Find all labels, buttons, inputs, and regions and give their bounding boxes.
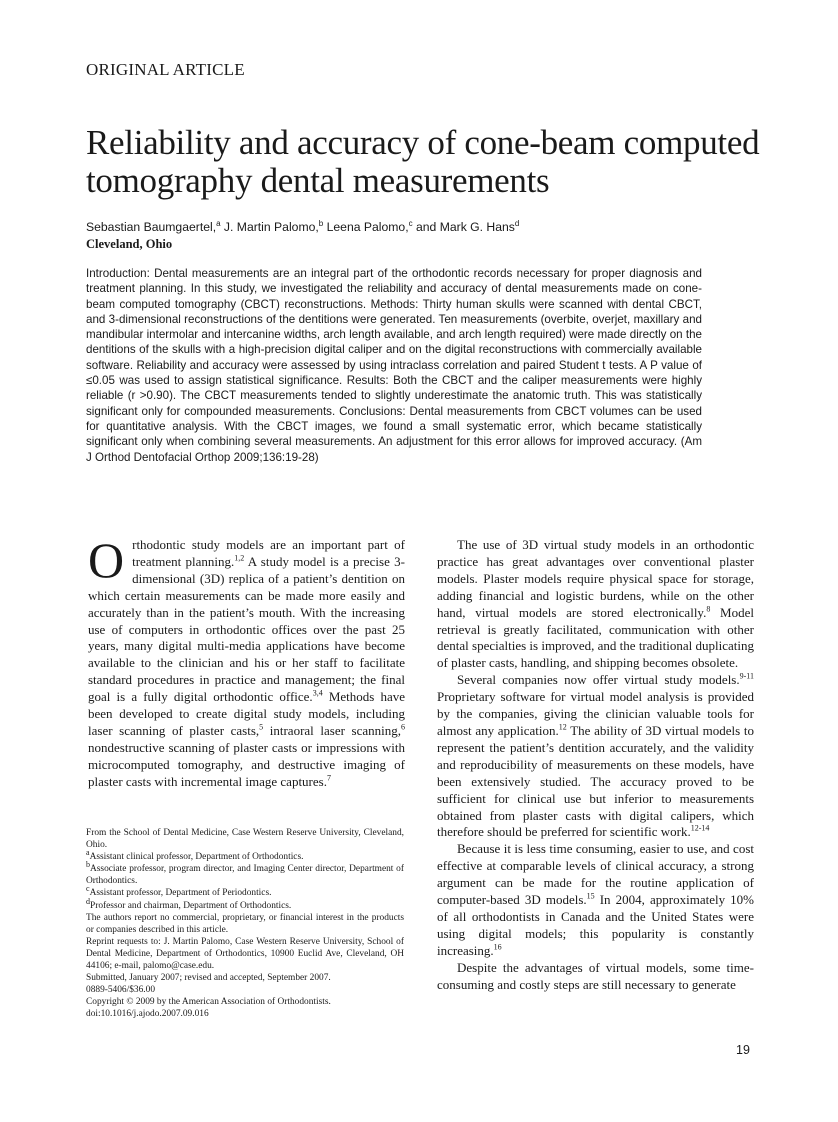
citation: 9-11 [739,671,754,681]
text-run: The use of 3D virtual study models in an orthodontic practice has great advantages over conventional plaster models. Plaster models require physical space for storage, adding financial and logistic burdens, while on the other hand, virtual models are stored electronically. [437,537,754,620]
footnote-a [86,848,404,863]
author: Sebastian Baumgaertel, [86,220,217,234]
text-run: Several companies now offer virtual study models. [457,672,740,688]
paragraph [437,672,754,841]
abstract: Introduction: Dental measurements are an integral part of the orthodontic records necessary for proper diagnosis and treatment planning. In this study, we investigated the reliability and accuracy of dental measurements made on cone-beam computed tomography (CBCT) reconstructions. Methods: Thirty human skulls were scanned with dental CBCT, and 3-dimensional reconstructions of the dentitions were generated. Ten measurements (overbite, overjet, maxillary and mandibular intermolar and intercanine widths, arch length available, and arch length required) were made directly on the dentitions of the skulls with a high-precision digital caliper and on the digital reconstructions with commercially available software. Reliability and accuracy were assessed by using intraclass correlation and paired Student t tests. A P value of ≤0.05 was used to assign statistical significance. Results: Both the CBCT and the caliper measurements were highly reliable (r >0.90). The CBCT measurements tended to slightly underestimate the anatomic truth. This was statistically significant only for compounded measurements. Conclusions: Dental measurements from CBCT volumes can be used for quantitative analysis. With the CBCT images, we found a small systematic error, which became statistically significant only when combining several measurements. An adjustment for this error allows for improved accuracy. (Am J Orthod Dentofacial Orthop 2009;136:19-28) [86,267,702,464]
footnote-c [86,884,404,899]
left-column [88,532,406,791]
drop-cap: O [88,532,125,588]
paragraph [437,537,754,672]
text-run: Proprietary software for virtual model analysis is provided by the companies, giving the clinician valuable tools for almost any application. [437,689,754,738]
citation: 3,4 [312,688,323,698]
author-affiliation-mark: d [514,218,520,228]
paragraph [437,841,754,959]
footnote-mark: c [86,884,90,894]
author-list [86,220,519,234]
citation: 16 [493,942,502,952]
author-affiliation-mark: c [408,218,413,228]
author-affiliation-mark: b [318,218,324,228]
citation: 5 [259,722,264,732]
author: and Mark G. Hans [412,220,515,234]
text-run: The ability of 3D virtual models to represent the patient’s dentition accurately, and the validity and reproducibility of measurements on these models, have been extensively studied. The accuracy proved to be sufficient for clinical use but inferior to measurements obtained from plaster casts with digital calipers, which therefore should be preferred for scientific work. [437,722,754,840]
text-run: nondestructive scanning of plaster casts or impressions with microcomputed tomography, and destructive imaging of plaster casts with incremental image captures. [88,739,405,789]
author-affiliation-mark: a [216,218,221,228]
paragraph [88,532,406,791]
footnote-text: Assistant clinical professor, Department of Orthodontics. [89,852,304,863]
article-title: Reliability and accuracy of cone-beam computed tomography dental measurements [86,123,760,200]
section-label: ORIGINAL ARTICLE [86,60,245,79]
footnote-text: Associate professor, program director, and Imaging Center director, Department of Orthodontics. [86,864,404,887]
footnote-institution: From the School of Dental Medicine, Case Western Reserve University, Cleveland, Ohio. [86,828,404,851]
text-run: Model retrieval is greatly facilitated, communication with other dental specialties is improved, and the traditional duplicating of plaster casts, handling, and shipping becomes obsolete. [437,604,754,671]
citation: 1,2 [234,553,245,563]
footnote-mark: a [86,848,90,858]
citation: 12-14 [690,824,710,834]
footnote-d [86,896,404,912]
citation: 15 [586,891,595,901]
footnote-interest: The authors report no commercial, proprietary, or financial interest in the products or companies described in this article. [86,912,404,935]
citation: 12 [558,722,567,732]
text-run: rthodontic study models are an important part of treatment planning. [132,537,405,569]
author: J. Martin Palomo, [220,220,319,234]
footnote-text: Professor and chairman, Department of Orthodontics. [90,900,292,911]
citation: 6 [401,722,405,732]
author: Leena Palomo, [323,220,409,234]
footnotes [86,827,404,1021]
paragraph [437,960,754,994]
footnote-b [86,860,404,887]
author-location: Cleveland, Ohio [86,237,173,251]
footnote-issn: 0889-5406/$36.00 [86,985,156,996]
page-number: 19 [736,1043,750,1057]
right-column [437,537,754,993]
text-run: In 2004, approximately 10% of all orthodontists in Canada and the United States were using digital models; this popularity is constantly increasing. [437,892,754,958]
footnote-submitted: Submitted, January 2007; revised and accepted, September 2007. [86,973,331,984]
text-run: A study model is a precise 3-dimensional (3D) replica of a patient’s dentition on which certain measurements can be made more easily and accurately than in the patient’s mouth. With the increasing use of computers in orthodontic offices over the past 25 years, many digital multi-media applications have become available to the clinician and his or her staff to facilitate standard procedures in practice and management; the final goal is a fully digital orthodontic office. [88,553,405,705]
footnote-doi: doi:10.1016/j.ajodo.2007.09.016 [86,1009,209,1020]
text-run: Despite the advantages of virtual models, some time-consuming and costly steps are still necessary to generate [437,959,754,992]
footnote-mark: d [86,896,90,906]
footnote-reprint: Reprint requests to: J. Martin Palomo, Case Western Reserve University, School of Dental Medicine, Department of Orthodontics, 10900 Euclid Ave, Cleveland, OH 44106; e-mail, palomo@case.edu. [86,936,404,972]
footnote-text: Assistant professor, Department of Periodontics. [89,888,272,899]
text-run: intraoral laser scanning, [263,722,401,738]
footnote-copyright: Copyright © 2009 by the American Association of Orthodontists. [86,997,331,1008]
footnote-mark: b [86,860,90,870]
text-run: Because it is less time consuming, easier to use, and cost effective at comparable levels of clinical accuracy, a strong argument can be made for the routine application of computer-based 3D models. [437,841,754,908]
citation: 8 [706,604,711,614]
citation: 7 [326,773,331,783]
text-run: Methods have been developed to create digital study models, including laser scanning of plaster casts, [88,689,406,738]
